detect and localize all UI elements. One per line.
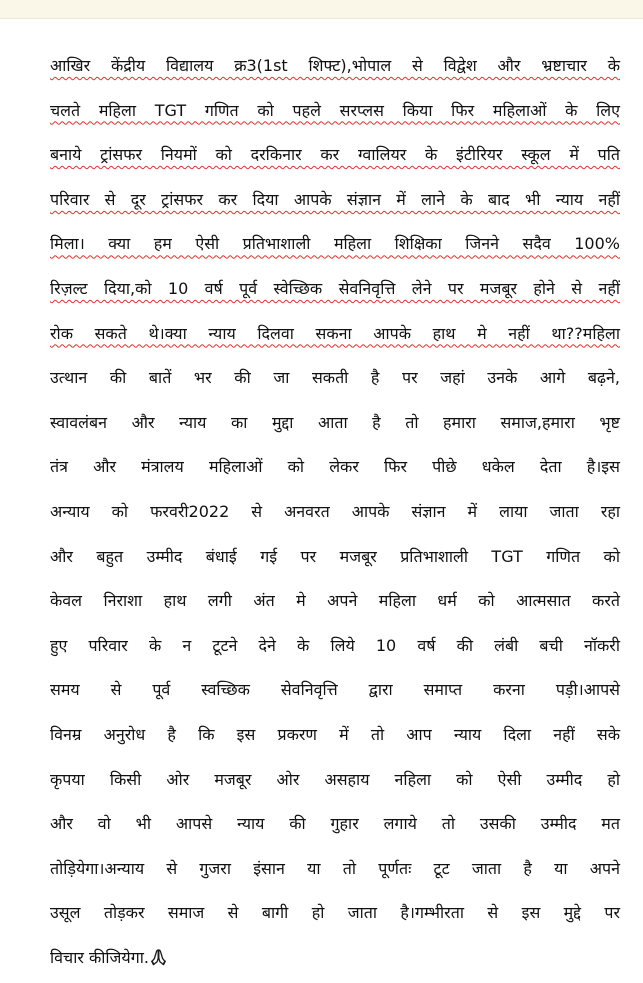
text-line: कृपया किसी ओर मजबूर ओर असहाय नहिला को ऐसी उम्मीद हो: [50, 769, 620, 789]
closing-text: विचार कीजियेगा.: [50, 947, 149, 967]
text-line: हुए परिवार के न टूटने देने के लिये 10 वर्ष की लंबी बची नॉकरी: [50, 635, 620, 655]
text-line: और वो भी आपसे न्याय की गुहार लगाये तो उसकी उम्मीद मत: [50, 814, 620, 834]
text-line: समय से पूर्व स्वच्छिक सेवनिवृत्ति द्वारा समाप्त करना पड़ी।आपसे: [50, 680, 620, 700]
text-line: अन्याय को फरवरी2022 से अनवरत आपके संज्ञान में लाया जाता रहा: [50, 501, 620, 521]
text-line: उसूल तोड़कर समाज से बागी हो जाता है।गम्भीरता से इस मुद्दे पर: [50, 903, 620, 923]
text-line: आखिर केंद्रीय विद्यालय क्र3(1st शिफ्ट),भोपाल से विद्वेश और भ्रष्टाचार के: [50, 56, 620, 75]
text-line: तंत्र और मंत्रालय महिलाओं को लेकर फिर पीछे धकेल देता है।इस: [50, 457, 620, 477]
text-line: केवल निराशा हाथ लगी अंत मे अपने महिला धर्म को आत्मसात करते: [50, 591, 620, 611]
text-line: तोड़ियेगा।अन्याय से गुजरा इंसान या तो पूर्णतः टूट जाता है या अपने: [50, 858, 620, 878]
text-line: मिला। क्या हम ऐसी प्रतिभाशाली महिला शिक्षिका जिनने सदैव 100%: [50, 234, 620, 254]
text-line: रोक सकते थे।क्या न्याय दिलवा सकना आपके हाथ मे नहीं था??महिला: [50, 323, 620, 343]
top-bar: [0, 0, 643, 19]
text-line: बनाये ट्रांसफर नियमों को दरकिनार कर ग्वालियर के इंटीरियर स्कूल में पति: [50, 145, 620, 165]
text-line-last: [50, 936, 620, 981]
folded-hands-icon: [150, 939, 167, 983]
text-line: विनम्र अनुरोध है कि इस प्रकरण में तो आप न्याय दिला नहीं सके: [50, 724, 620, 744]
text-line: स्वावलंबन और न्याय का मुद्दा आता है तो हमारा समाज,हमारा भृष्ट: [50, 412, 620, 432]
document-body: [50, 44, 620, 980]
text-line: रिज़ल्ट दिया,को 10 वर्ष पूर्व स्वेच्छिक सेवनिवृत्ति लेने पर मजबूर होने से नहीं: [50, 278, 620, 298]
text-line: और बहुत उम्मीद बंधाई गई पर मजबूर प्रतिभाशाली TGT गणित को: [50, 546, 620, 566]
text-line: परिवार से दूर ट्रांसफर कर दिया आपके संज्ञान में लाने के बाद भी न्याय नहीं: [50, 189, 620, 209]
text-line: चलते महिला TGT गणित को पहले सरप्लस किया फिर महिलाओं के लिए: [50, 100, 620, 120]
text-line: उत्थान की बातें भर की जा सकती है पर जहां उनके आगे बढ़ने,: [50, 368, 620, 388]
